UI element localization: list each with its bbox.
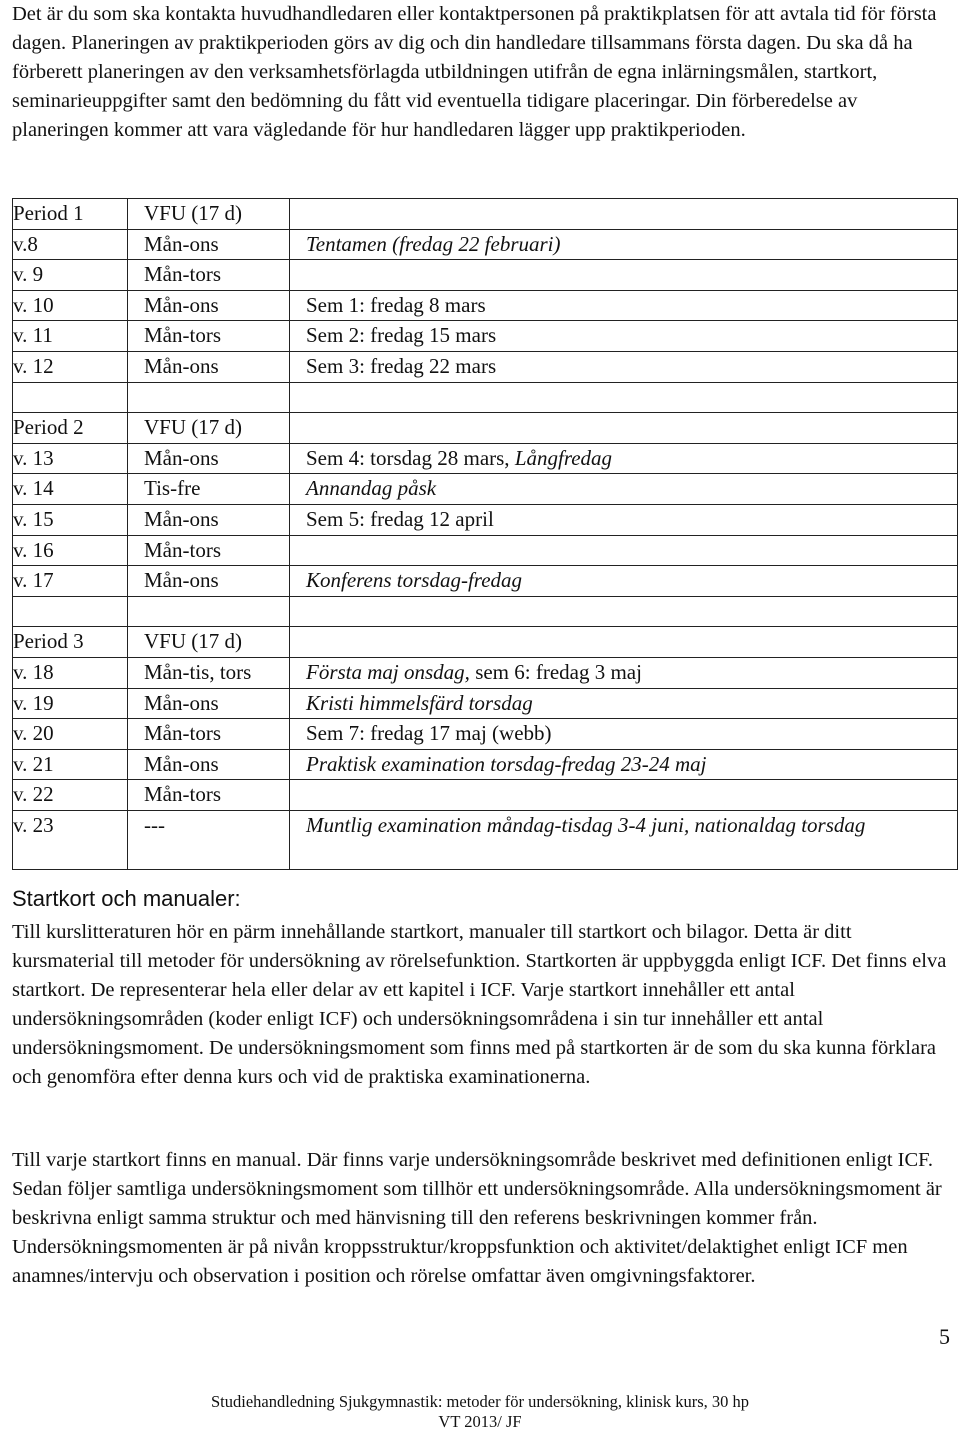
cell-text: Konferens torsdag-fredag bbox=[306, 568, 523, 593]
days-cell bbox=[128, 780, 290, 811]
week-cell bbox=[13, 229, 128, 260]
cell-text: v. 22 bbox=[13, 782, 54, 807]
cell-text: Sem 3: fredag 22 mars bbox=[306, 353, 497, 378]
period-vfu bbox=[128, 199, 290, 230]
spacer-row bbox=[13, 382, 958, 413]
note-cell bbox=[290, 504, 958, 535]
period-empty bbox=[290, 627, 958, 658]
cell-text: v. 21 bbox=[13, 751, 54, 776]
days-cell bbox=[128, 290, 290, 321]
cell-text: v. 17 bbox=[13, 568, 54, 593]
period-header-row bbox=[13, 627, 958, 658]
cell-text: Mån-tis, tors bbox=[144, 659, 252, 684]
cell-text: v. 14 bbox=[13, 476, 54, 501]
period-vfu bbox=[128, 627, 290, 658]
section-paragraph-2: Till varje startkort finns en manual. Där finns varje undersökningsområde beskrivet med definitionen enligt ICF. Sedan följer samtliga undersökningsmoment som tillhör ett undersökningsområde. Alla undersökningsmoment är beskrivna enligt samma struktur och med hänvisning till den referens beskrivningen kommer från. Undersökningsmomenten är på nivån kroppsstruktur/kroppsfunktion och aktivitet/delaktighet enligt ICF men anamnes/intervju och observation i position och rörelse omfattar även omgivningsfaktorer. bbox=[12, 1149, 942, 1287]
cell-text: v. 9 bbox=[13, 262, 44, 287]
section-heading: Startkort och manualer: bbox=[12, 886, 241, 911]
document-page bbox=[12, 0, 952, 1287]
note-cell bbox=[290, 535, 958, 566]
table-row bbox=[13, 260, 958, 291]
period-header-row bbox=[13, 199, 958, 230]
note-cell bbox=[290, 260, 958, 291]
period-vfu bbox=[128, 413, 290, 444]
days-cell bbox=[128, 504, 290, 535]
table-row bbox=[13, 688, 958, 719]
cell-text: v. 18 bbox=[13, 659, 54, 684]
cell-text: Sem 7: fredag 17 maj (webb) bbox=[306, 721, 552, 746]
cell-text: Första maj onsdag, bbox=[306, 659, 470, 684]
week-cell bbox=[13, 504, 128, 535]
week-cell bbox=[13, 719, 128, 750]
days-cell bbox=[128, 657, 290, 688]
table-row bbox=[13, 321, 958, 352]
note-cell bbox=[290, 351, 958, 382]
cell-text: Mån-tors bbox=[144, 782, 221, 807]
cell-text: Mån-tors bbox=[144, 262, 221, 287]
note-cell bbox=[290, 474, 958, 505]
cell-text: Tentamen (fredag 22 februari) bbox=[306, 231, 561, 256]
period-label bbox=[13, 627, 128, 658]
spacer-cell bbox=[290, 382, 958, 413]
note-cell bbox=[290, 780, 958, 811]
week-cell bbox=[13, 535, 128, 566]
note-cell bbox=[290, 688, 958, 719]
cell-text: Mån-ons bbox=[144, 292, 219, 317]
page-number: 5 bbox=[939, 1324, 950, 1349]
cell-text: Sem 5: fredag 12 april bbox=[306, 506, 494, 531]
days-cell bbox=[128, 260, 290, 291]
table-row bbox=[13, 810, 958, 869]
intro-sentence: Planeringen av praktikperioden görs av dig och din handledare tillsammans första dagen. bbox=[71, 32, 802, 54]
table-row bbox=[13, 474, 958, 505]
table-row bbox=[13, 780, 958, 811]
cell-text: Period 2 bbox=[13, 415, 84, 440]
week-cell bbox=[13, 657, 128, 688]
cell-text: v.8 bbox=[13, 231, 38, 256]
days-cell bbox=[128, 351, 290, 382]
spacer-cell bbox=[128, 382, 290, 413]
week-cell bbox=[13, 321, 128, 352]
footer-line-2: VT 2013/ JF bbox=[438, 1412, 522, 1431]
note-cell bbox=[290, 749, 958, 780]
days-cell bbox=[128, 749, 290, 780]
footer-line-1: Studiehandledning Sjukgymnastik: metoder för undersökning, klinisk kurs, 30 hp bbox=[210, 1392, 750, 1411]
table-row bbox=[13, 566, 958, 597]
table-row bbox=[13, 749, 958, 780]
cell-text: Muntlig examination måndag-tisdag 3-4 juni, nationaldag torsdag bbox=[306, 812, 866, 837]
week-cell bbox=[13, 474, 128, 505]
week-cell bbox=[13, 810, 128, 869]
days-cell bbox=[128, 474, 290, 505]
note-cell bbox=[290, 810, 958, 869]
week-cell bbox=[13, 443, 128, 474]
cell-text: v. 19 bbox=[13, 690, 54, 715]
days-cell bbox=[128, 535, 290, 566]
intro-sentence: Du ska då ha förberett planeringen av den verksamhetsförlagda utbildningen utifrån de egna inlärningsmålen, startkort, seminarieuppgifter samt den bedömning du fått vid eventuella tidigare placeringar. bbox=[12, 32, 913, 112]
note-cell bbox=[290, 566, 958, 597]
section-paragraph-1: Till kurslitteraturen hör en pärm innehållande startkort, manualer till startkort och bilagor. Detta är ditt kursmaterial till metoder för undersökning av rörelsefunktion. Startkorten är uppbyggda enligt ICF. Det finns elva startkort. De representerar hela eller delar av ett kapitel i ICF. Varje startkort innehåller ett antal undersökningsområden (koder enligt ICF) och undersökningsområdena i sin tur innehåller ett antal undersökningsmoment. De undersökningsmoment som finns med på startkorten är de som du ska kunna förklara och genomföra efter denna kurs och vid de praktiska examinationerna. bbox=[12, 921, 947, 1088]
cell-text: v. 15 bbox=[13, 506, 54, 531]
table-row bbox=[13, 719, 958, 750]
cell-text: v. 11 bbox=[13, 323, 53, 348]
cell-text: v. 10 bbox=[13, 292, 54, 317]
cell-text: VFU (17 d) bbox=[144, 629, 242, 654]
cell-text: sem 6: fredag 3 maj bbox=[469, 659, 642, 684]
cell-text: Sem 1: fredag 8 mars bbox=[306, 292, 486, 317]
week-cell bbox=[13, 566, 128, 597]
note-cell bbox=[290, 657, 958, 688]
cell-text: VFU (17 d) bbox=[144, 415, 242, 440]
period-label bbox=[13, 199, 128, 230]
spacer-cell bbox=[128, 596, 290, 627]
note-cell bbox=[290, 290, 958, 321]
week-cell bbox=[13, 260, 128, 291]
intro-sentence: Din förberedelse av planeringen kommer att vara vägledande för hur handledaren lägger upp praktikperioden. bbox=[12, 90, 858, 141]
spacer-row bbox=[13, 596, 958, 627]
schedule-table bbox=[12, 198, 958, 870]
week-cell bbox=[13, 688, 128, 719]
cell-text: Mån-ons bbox=[144, 690, 219, 715]
cell-text: v. 23 bbox=[13, 812, 54, 837]
cell-text: Mån-tors bbox=[144, 323, 221, 348]
cell-text: Mån-ons bbox=[144, 568, 219, 593]
cell-text: Kristi himmelsfärd torsdag bbox=[306, 690, 533, 715]
cell-text: VFU (17 d) bbox=[144, 201, 242, 225]
days-cell bbox=[128, 566, 290, 597]
spacer-cell bbox=[290, 596, 958, 627]
cell-text: Sem 2: fredag 15 mars bbox=[306, 323, 497, 348]
days-cell bbox=[128, 229, 290, 260]
cell-text: v. 12 bbox=[13, 353, 54, 378]
cell-text: Mån-ons bbox=[144, 231, 219, 256]
cell-text: v. 13 bbox=[13, 445, 54, 470]
period-label bbox=[13, 413, 128, 444]
cell-text: Period 3 bbox=[13, 629, 84, 654]
week-cell bbox=[13, 351, 128, 382]
table-row bbox=[13, 535, 958, 566]
cell-text: Mån-tors bbox=[144, 721, 221, 746]
days-cell bbox=[128, 810, 290, 869]
period-header-row bbox=[13, 413, 958, 444]
days-cell bbox=[128, 719, 290, 750]
cell-text: v. 20 bbox=[13, 721, 54, 746]
note-cell bbox=[290, 229, 958, 260]
cell-text: v. 16 bbox=[13, 537, 54, 562]
table-row bbox=[13, 229, 958, 260]
cell-text: Mån-ons bbox=[144, 445, 219, 470]
cell-text: Mån-ons bbox=[144, 353, 219, 378]
days-cell bbox=[128, 443, 290, 474]
cell-text: Mån-ons bbox=[144, 751, 219, 776]
period-empty bbox=[290, 413, 958, 444]
table-row bbox=[13, 290, 958, 321]
week-cell bbox=[13, 290, 128, 321]
week-cell bbox=[13, 749, 128, 780]
cell-text: Mån-tors bbox=[144, 537, 221, 562]
week-cell bbox=[13, 780, 128, 811]
table-row bbox=[13, 443, 958, 474]
table-row bbox=[13, 504, 958, 535]
cell-text: Annandag påsk bbox=[306, 476, 437, 501]
cell-text: Praktisk examination torsdag-fredag 23-24 maj bbox=[306, 751, 707, 776]
cell-text: Mån-ons bbox=[144, 506, 219, 531]
note-cell bbox=[290, 321, 958, 352]
intro-paragraph bbox=[12, 0, 952, 145]
cell-text: Sem 4: torsdag 28 mars, bbox=[306, 445, 515, 470]
cell-text: Period 1 bbox=[13, 201, 84, 225]
note-cell bbox=[290, 719, 958, 750]
days-cell bbox=[128, 688, 290, 719]
note-cell bbox=[290, 443, 958, 474]
intro-sentence: Det är du som ska kontakta huvudhandledaren eller kontaktpersonen på praktikplatsen för att avtala tid för första dagen. bbox=[12, 3, 937, 54]
table-row bbox=[13, 351, 958, 382]
period-empty bbox=[290, 199, 958, 230]
table-row bbox=[13, 657, 958, 688]
spacer-cell bbox=[13, 382, 128, 413]
page-footer bbox=[0, 1392, 960, 1432]
days-cell bbox=[128, 321, 290, 352]
cell-text: Tis-fre bbox=[144, 476, 201, 501]
cell-text: Långfredag bbox=[514, 445, 613, 470]
cell-text: --- bbox=[144, 812, 165, 837]
spacer-cell bbox=[13, 596, 128, 627]
